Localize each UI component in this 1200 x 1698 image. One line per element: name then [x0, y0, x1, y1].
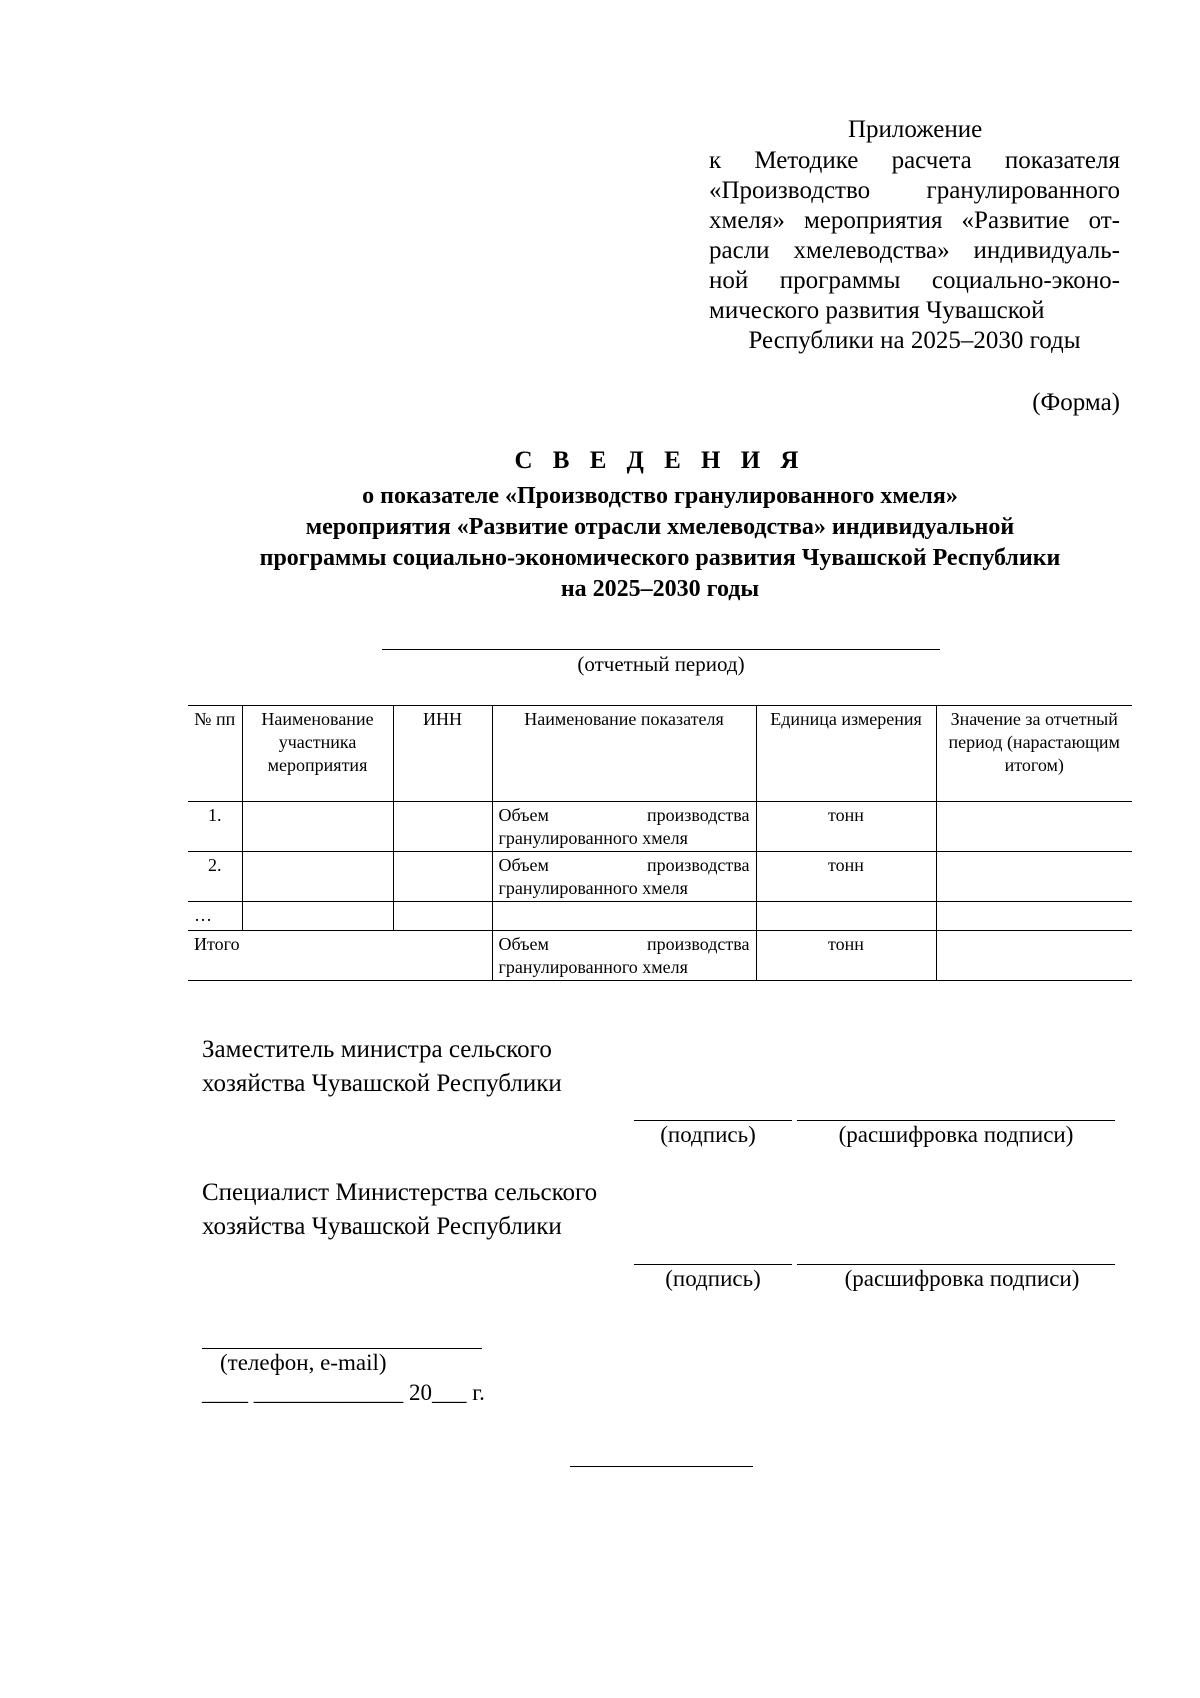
- header-inn: ИНН: [393, 706, 492, 802]
- row-inn[interactable]: [393, 802, 492, 852]
- appendix-line: ной программы социально-эконо-: [709, 267, 1120, 294]
- subtitle-line: программы социально-экономического развития Чувашской Республики: [259, 545, 1061, 571]
- table-row: [188, 852, 1132, 902]
- appendix-title: Приложение: [848, 116, 983, 143]
- period-field[interactable]: [382, 649, 940, 650]
- row-indicator: Объем производства гранулированного хмеля: [492, 852, 756, 902]
- signature-name-caption: (расшифровка подписи): [838, 1122, 1074, 1147]
- date-line[interactable]: ____ _____________ 20___ г.: [202, 1380, 485, 1405]
- table-row: [188, 802, 1132, 852]
- document-subtitle: [150, 481, 1170, 605]
- header-indicator: Наименование показателя: [492, 706, 756, 802]
- position-line: Специалист Министерства сельского: [202, 1179, 598, 1206]
- row-num: 1.: [188, 802, 242, 852]
- row-inn[interactable]: [393, 852, 492, 902]
- table-total-row: [188, 931, 1132, 981]
- total-unit: тонн: [756, 931, 936, 981]
- indicator-table: [188, 705, 1132, 981]
- row-num: …: [188, 902, 242, 931]
- appendix-last-line: Республики на 2025–2030 годы: [748, 327, 1081, 354]
- signature-field[interactable]: [634, 1264, 792, 1265]
- row-unit: тонн: [756, 852, 936, 902]
- header-num: № пп: [188, 706, 242, 802]
- period-caption: (отчетный период): [577, 652, 745, 676]
- row-participant[interactable]: [242, 902, 393, 931]
- form-label: (Форма): [1032, 389, 1120, 416]
- row-value[interactable]: [936, 852, 1132, 902]
- position-line: хозяйства Чувашской Республики: [202, 1070, 562, 1097]
- signature-name-field[interactable]: [797, 1264, 1115, 1265]
- row-participant[interactable]: [242, 802, 393, 852]
- total-indicator: Объем производства гранулированного хмеля: [492, 931, 756, 981]
- row-unit: [756, 902, 936, 931]
- subtitle-line: на 2025–2030 годы: [560, 576, 760, 602]
- row-value[interactable]: [936, 802, 1132, 852]
- position-line: хозяйства Чувашской Республики: [202, 1213, 562, 1240]
- subtitle-line: о показателе «Производство гранулированного хмеля»: [362, 483, 958, 509]
- signatory-deputy-minister: [202, 1033, 562, 1101]
- table-row: [188, 902, 1132, 931]
- row-num: 2.: [188, 852, 242, 902]
- table-header-row: [188, 706, 1132, 802]
- end-divider: [570, 1466, 753, 1467]
- total-label: Итого: [188, 931, 492, 981]
- signature-caption: (подпись): [665, 1266, 761, 1291]
- signature-name-field[interactable]: [797, 1120, 1115, 1121]
- row-inn[interactable]: [393, 902, 492, 931]
- signatory-specialist: [202, 1176, 597, 1244]
- row-participant[interactable]: [242, 852, 393, 902]
- signature-field[interactable]: [634, 1120, 792, 1121]
- appendix-line: расли хмелеводства» индивидуаль-: [709, 237, 1120, 264]
- appendix-line: хмеля» мероприятия «Развитие от-: [709, 207, 1120, 234]
- row-unit: тонн: [756, 802, 936, 852]
- position-line: Заместитель министра сельского: [202, 1036, 552, 1063]
- appendix-line: «Производство гранулированного: [709, 177, 1120, 204]
- appendix-body: [709, 146, 1120, 356]
- appendix-line: мического развития Чувашской: [709, 297, 1045, 324]
- row-value[interactable]: [936, 902, 1132, 931]
- contact-caption: (телефон, e-mail): [220, 1350, 387, 1375]
- subtitle-line: мероприятия «Развитие отрасли хмелеводства» индивидуальной: [305, 514, 1015, 540]
- header-value: Значение за отчетный период (нарастающим итогом): [936, 706, 1132, 802]
- row-indicator: [492, 902, 756, 931]
- signature-name-caption: (расшифровка подписи): [844, 1266, 1080, 1291]
- header-participant: Наименование участника мероприятия: [242, 706, 393, 802]
- header-unit: Единица измерения: [756, 706, 936, 802]
- contact-field[interactable]: [202, 1348, 482, 1349]
- signature-caption: (подпись): [660, 1122, 756, 1147]
- appendix-line: к Методике расчета показателя: [709, 147, 1120, 174]
- row-indicator: Объем производства гранулированного хмеля: [492, 802, 756, 852]
- total-value[interactable]: [936, 931, 1132, 981]
- document-title: С В Е Д Е Н И Я: [514, 447, 806, 474]
